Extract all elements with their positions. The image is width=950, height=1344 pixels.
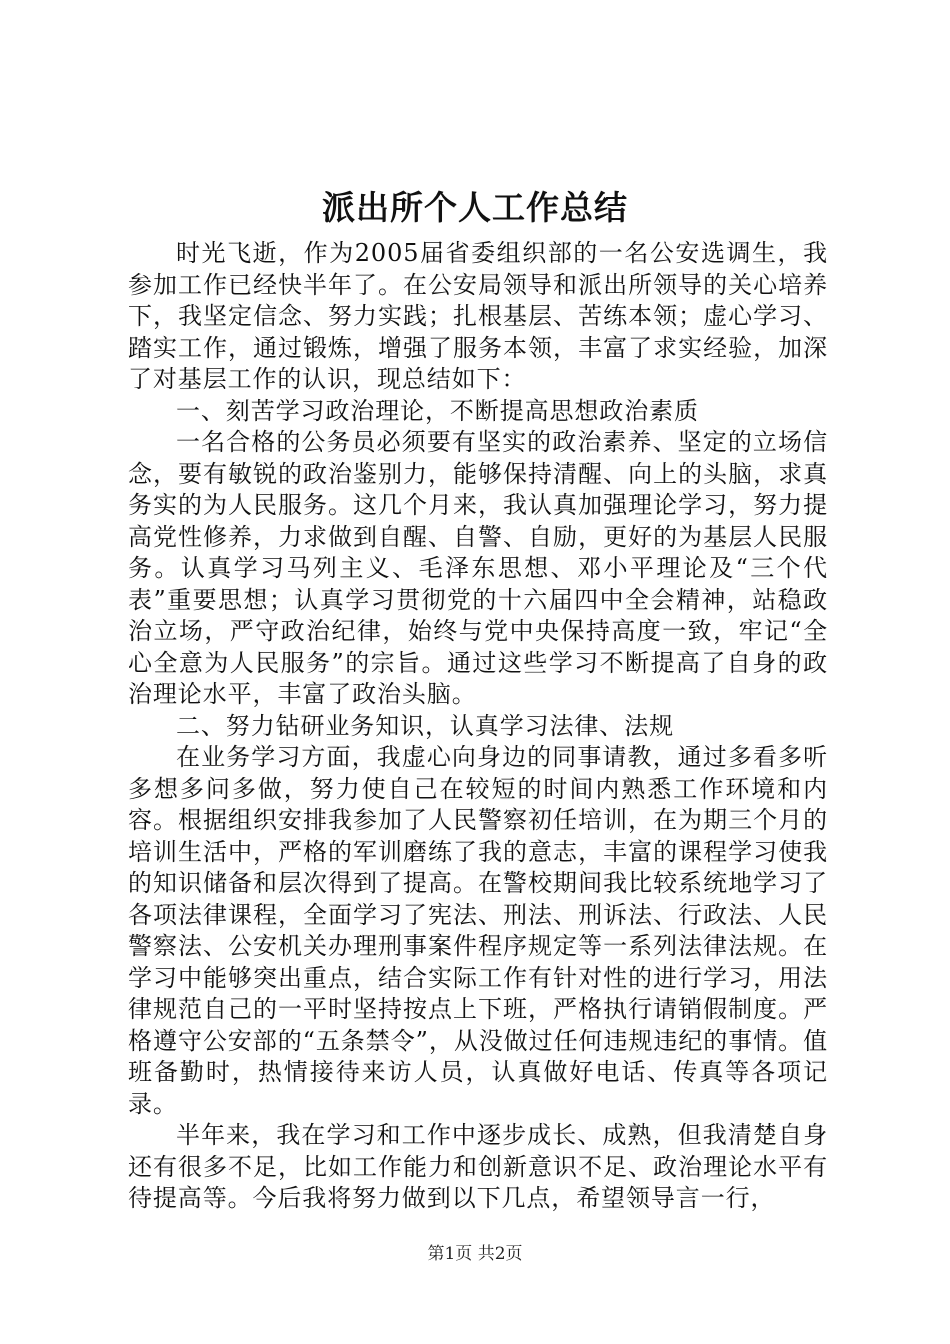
section-heading-2: 二、努力钻研业务知识，认真学习法律、法规 [176, 711, 674, 740]
page-indicator: 第1页 共2页 [427, 1244, 523, 1264]
paragraph-section-1: 一名合格的公务员必须要有坚实的政治素养、坚定的立场信念，要有敏锐的政治鉴别力，能够保持清醒、向上的头脑，求真务实的为人民服务。这几个月来，我认真加强理论学习，努力提高党性修养，力求做到自醒、自警、自励，更好的为基层人民服务。认真学习马列主义、毛泽东思想、邓小平理论及“三个代表”重要思想；认真学习贯彻党的十六届四中全会精神，站稳政治立场，严守政治纪律，始终与党中央保持高度一致，牢记“全心全意为人民服务”的宗旨。通过这些学习不断提高了自身的政治理论水平，丰富了政治头脑。 [128, 428, 828, 708]
paragraph-conclusion: 半年来，我在学习和工作中逐步成长、成熟，但我清楚自身还有很多不足，比如工作能力和创新意识不足、政治理论水平有待提高等。今后我将努力做到以下几点，希望领导言一行， [128, 1121, 828, 1212]
paragraph-section-2: 在业务学习方面，我虚心向身边的同事请教，通过多看多听多想多问多做，努力使自己在较短的时间内熟悉工作环境和内容。根据组织安排我参加了人民警察初任培训，在为期三个月的培训生活中，严格的军训磨练了我的意志，丰富的课程学习使我的知识储备和层次得到了提高。在警校期间我比较系统地学习了各项法律课程，全面学习了宪法、刑法、刑诉法、行政法、人民警察法、公安机关办理刑事案件程序规定等一系列法律法规。在学习中能够突出重点，结合实际工作有针对性的进行学习，用法律规范自己的一平时坚持按点上下班，严格执行请销假制度。严格遵守公安部的“五条禁令”，从没做过任何违规违纪的事情。值班备勤时，热情接待来访人员，认真做好电话、传真等各项记录。 [128, 743, 828, 1118]
document-body [128, 238, 828, 1215]
paragraph-intro: 时光飞逝，作为2005届省委组织部的一名公安选调生，我参加工作已经快半年了。在公安局领导和派出所领导的关心培养下，我坚定信念、努力实践；扎根基层、苦练本领；虚心学习、踏实工作，通过锻炼，增强了服务本领，丰富了求实经验，加深了对基层工作的认识，现总结如下： [128, 239, 828, 393]
document-title: 派出所个人工作总结 [322, 188, 628, 227]
section-heading-1: 一、刻苦学习政治理论，不断提高思想政治素质 [176, 396, 699, 425]
